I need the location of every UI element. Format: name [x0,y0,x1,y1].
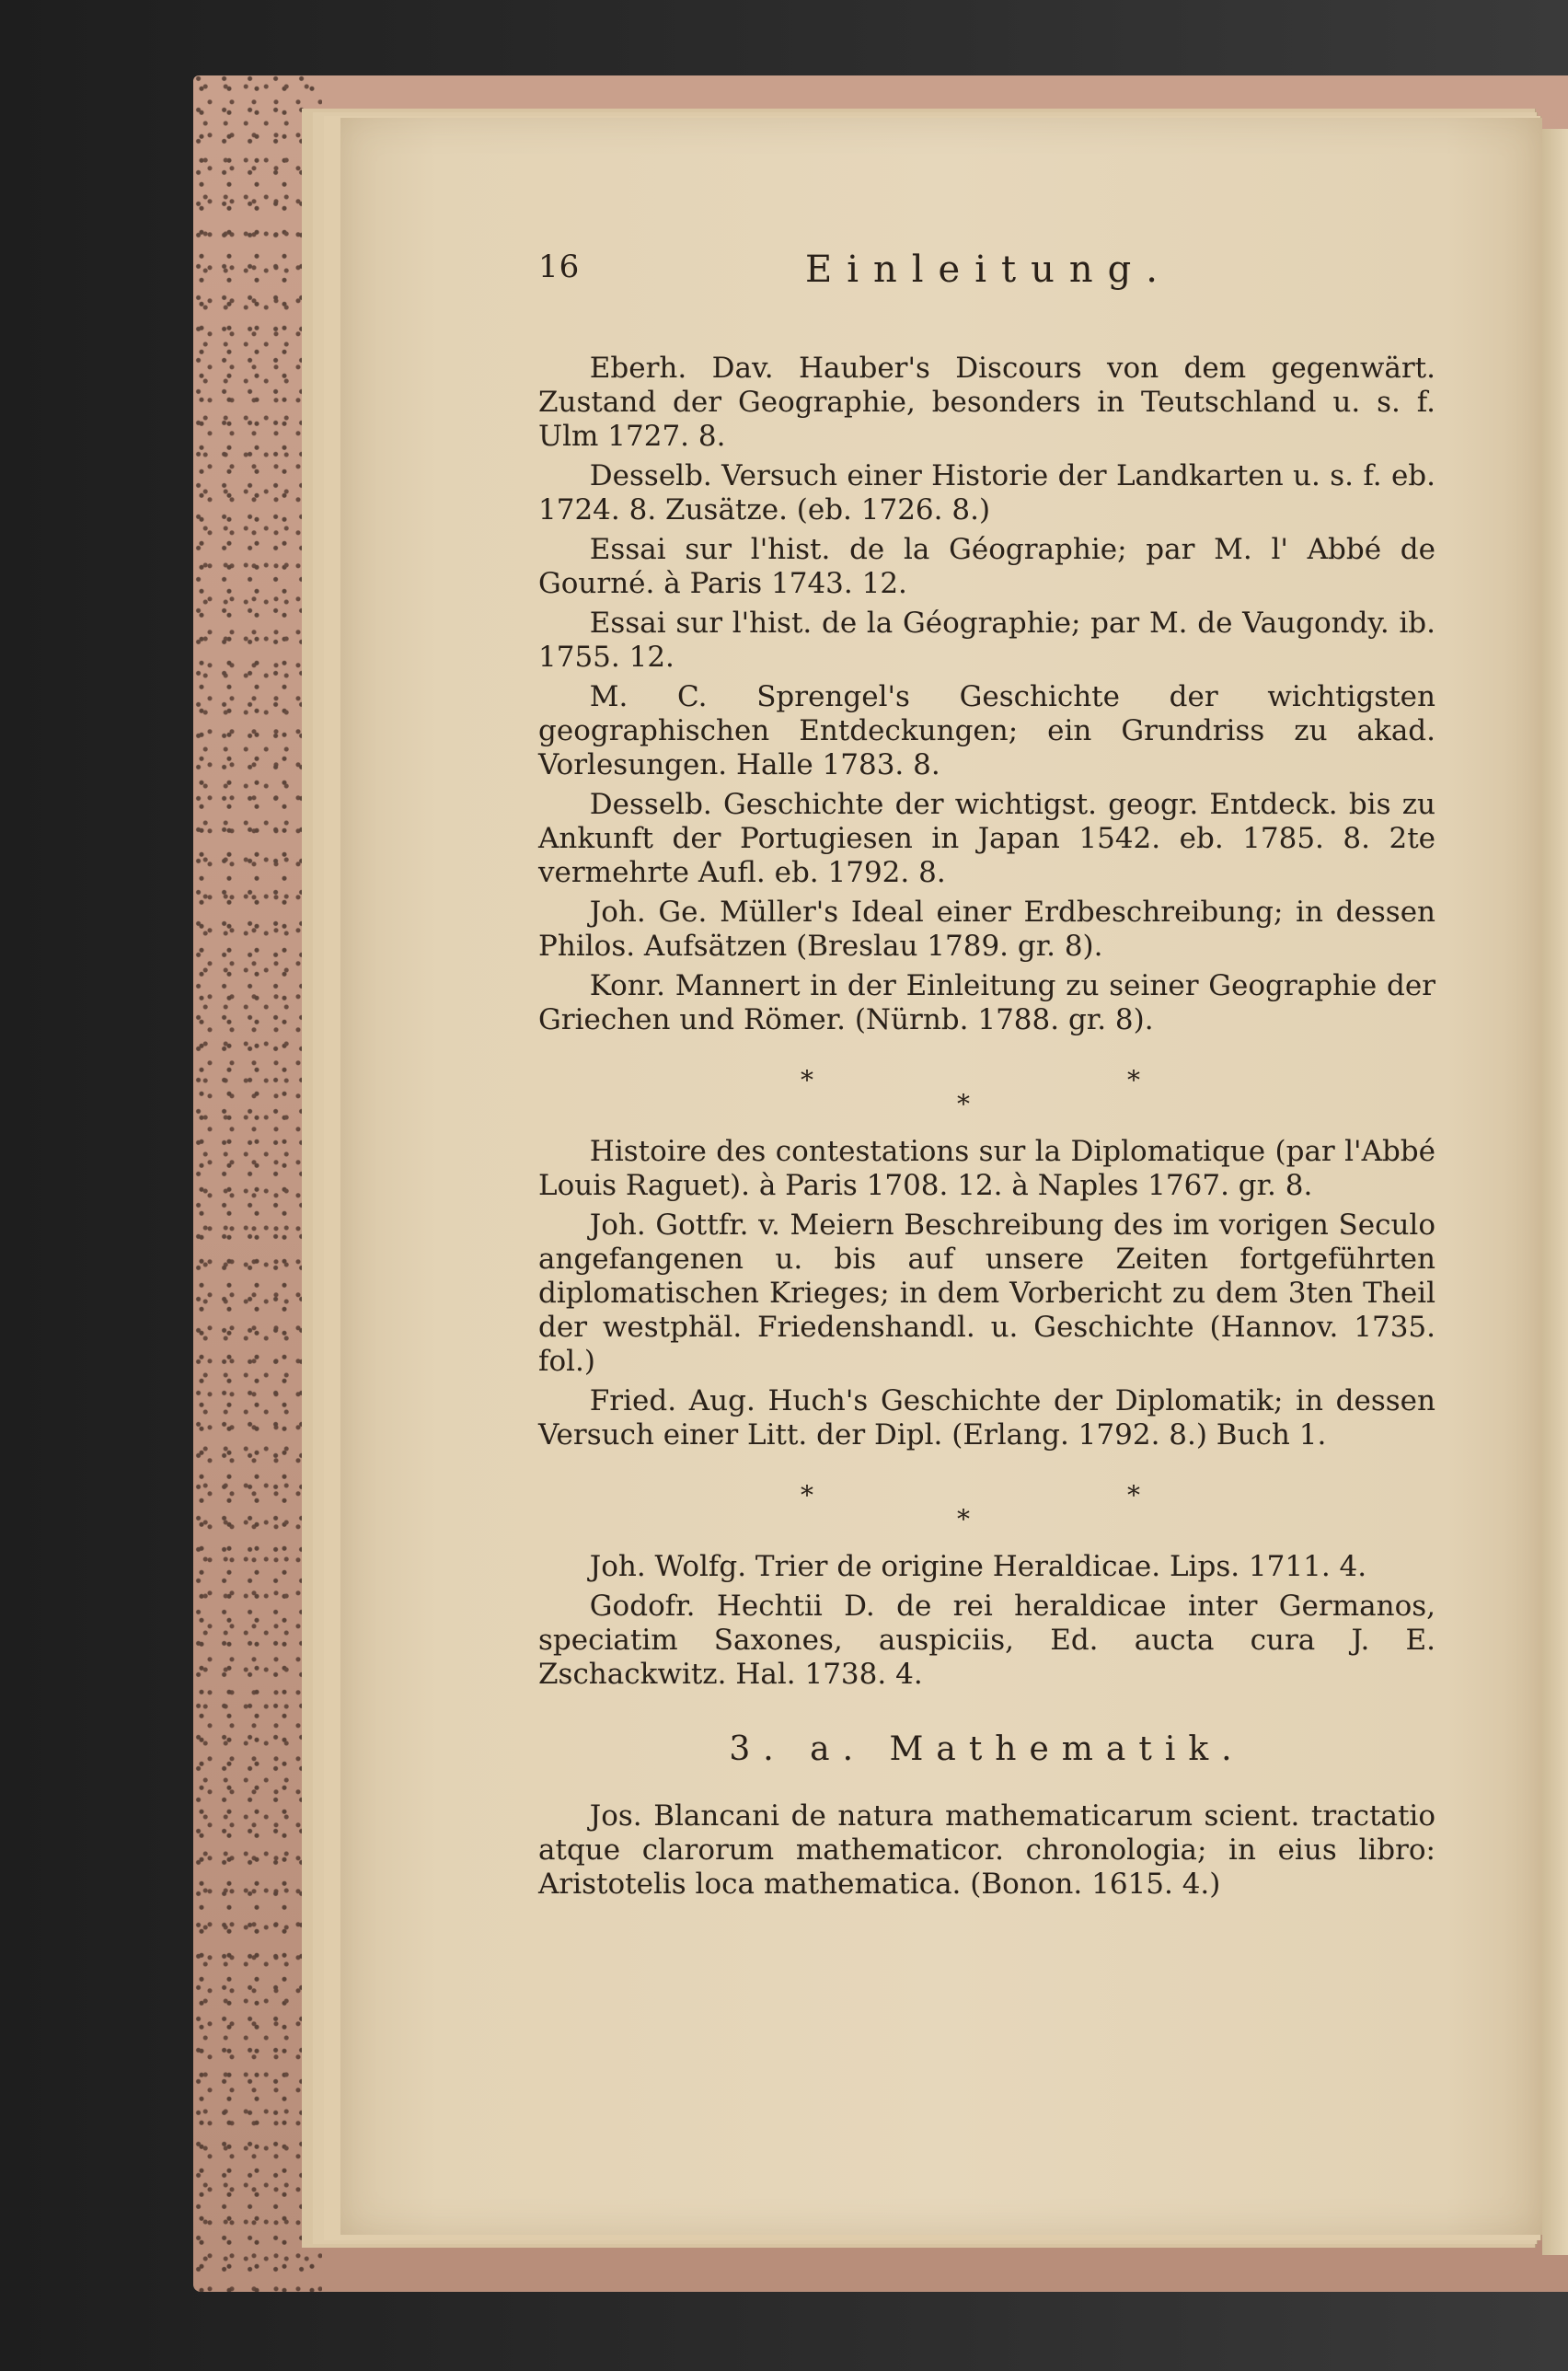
entry: Desselb. Geschichte der wichtigst. geogr. Entdeck. bis zu Ankunft der Portugiesen in Japan 1542. eb. 1785. 8. 2te vermehrte Aufl. eb. 1792. 8. [538,788,1435,889]
entry: Histoire des contestations sur la Diplomatique (par l'Abbé Louis Raguet). à Paris 1708. 12. à Naples 1767. gr. 8. [538,1135,1435,1202]
entry: M. C. Sprengel's Geschichte der wichtigsten geographischen Entdeckungen; ein Grundriss zu akad. Vorlesungen. Halle 1783. 8. [538,680,1435,781]
entry: Essai sur l'hist. de la Géographie; par M. de Vaugondy. ib. 1755. 12. [538,607,1435,674]
asterism-divider [538,1054,1435,1118]
asterisk: * [801,1065,813,1095]
page-number: 16 [538,249,581,285]
facing-page-edge [1542,129,1568,2255]
entry: Joh. Gottfr. v. Meiern Beschreibung des im vorigen Seculo angefangenen u. bis auf unsere Zeiten fortgeführten diplomatischen Krieges; in dem Vorbericht zu dem 3ten Theil der westphäl. Friedenshandl. u. Geschichte (Hannov. 1735. fol.) [538,1209,1435,1378]
entry: Jos. Blancani de natura mathematicarum scient. tractatio atque clarorum mathematicor. chronologia; in eius libro: Aristotelis loca mathematica. (Bonon. 1615. 4.) [538,1799,1435,1901]
entry: Joh. Wolfg. Trier de origine Heraldicae. Lips. 1711. 4. [589,1550,1367,1583]
entry: Godofr. Hechtii D. de rei heraldicae inter Germanos, speciatim Saxones, auspiciis, Ed. aucta cura J. E. Zschackwitz. Hal. 1738. 4. [538,1590,1435,1691]
asterisk: * [1127,1480,1140,1510]
entry: Eberh. Dav. Hauber's Discours von dem gegenwärt. Zustand der Geographie, besonders in Teutschland u. s. f. Ulm 1727. 8. [538,352,1435,453]
asterism-divider [538,1469,1435,1533]
asterisk: * [957,1504,970,1534]
entry: Joh. Ge. Müller's Ideal einer Erdbeschreibung; in dessen Philos. Aufsätzen (Breslau 1789. gr. 8). [538,896,1435,963]
entry: Konr. Mannert in der Einleitung zu seiner Geographie der Griechen und Römer. (Nürnb. 1788. gr. 8). [538,969,1435,1036]
page-header [538,249,1435,304]
running-title: Einleitung. [805,249,1172,291]
entry: Essai sur l'hist. de la Géographie; par M. l' Abbé de Gourné. à Paris 1743. 12. [538,533,1435,600]
asterisk: * [957,1089,970,1119]
bibliography-entries [538,352,1435,1902]
page-text [538,249,1435,1907]
asterisk: * [1127,1065,1140,1095]
entry: Desselb. Versuch einer Historie der Landkarten u. s. f. eb. 1724. 8. Zusätze. (eb. 1726. 8.) [538,459,1435,526]
asterisk: * [801,1480,813,1510]
section-heading: 3. a. Mathematik. [729,1730,1245,1768]
entry: Fried. Aug. Huch's Geschichte der Diplomatik; in dessen Versuch einer Litt. der Dipl. (Erlang. 1792. 8.) Buch 1. [538,1384,1435,1452]
